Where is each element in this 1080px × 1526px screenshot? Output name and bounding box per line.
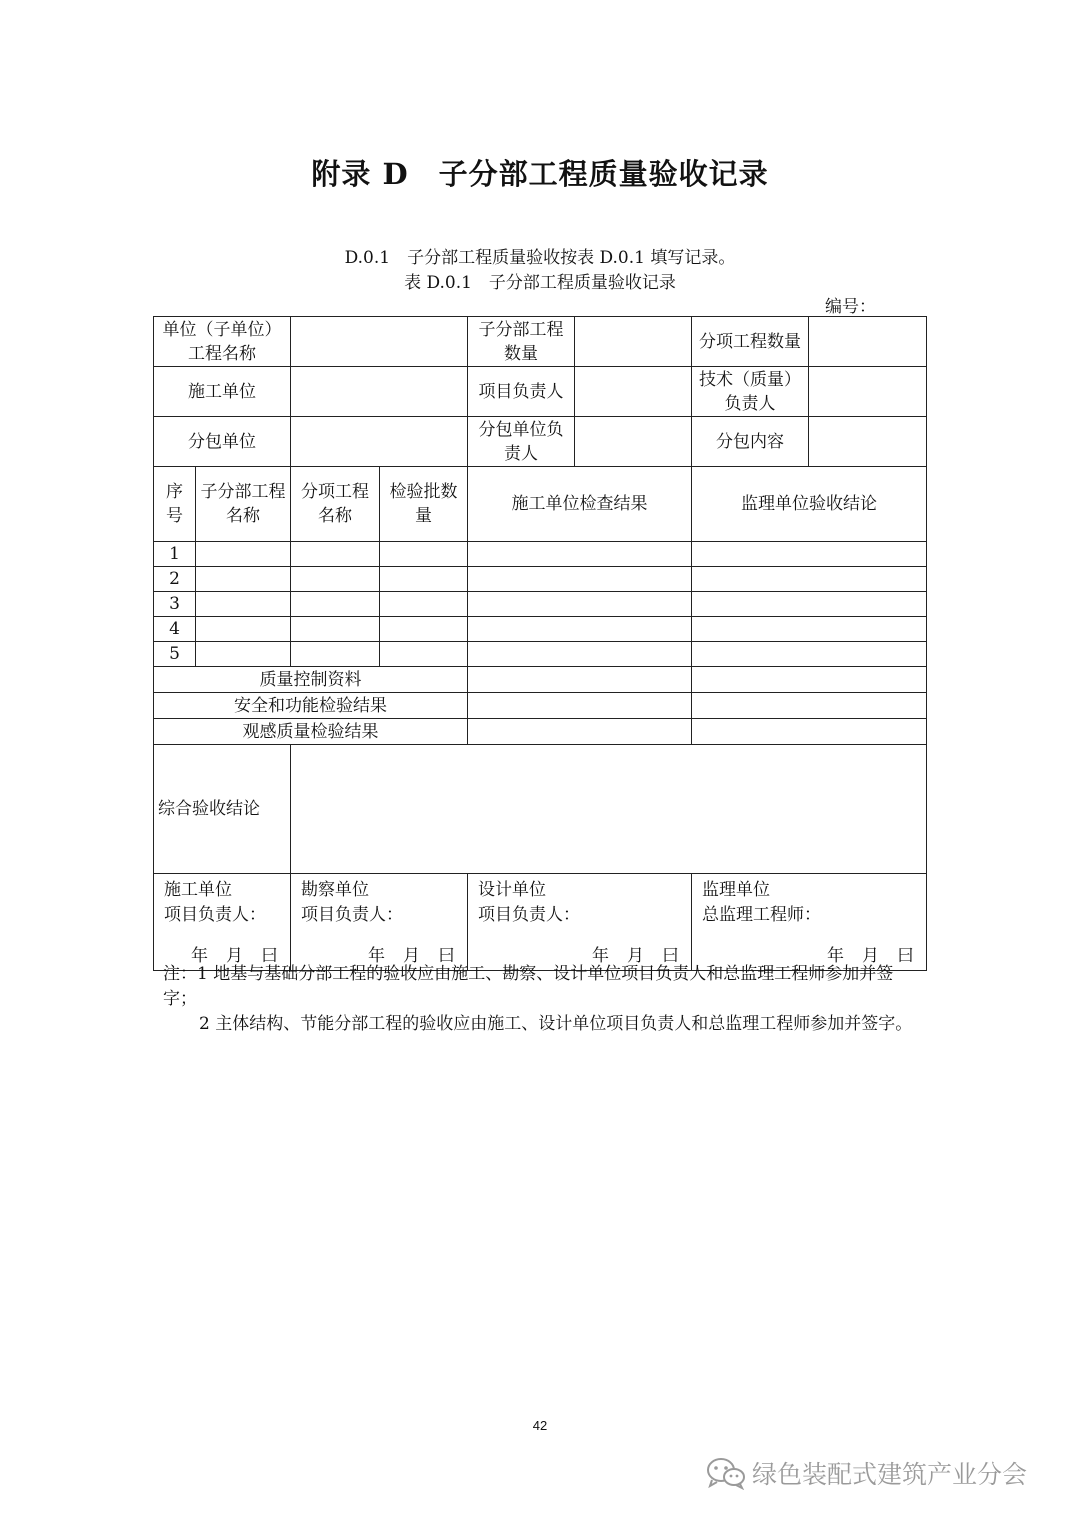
page-number: 42 (532, 1418, 548, 1433)
signature-org: 施工单位 (164, 880, 232, 900)
column-header-sub-name: 子分部工程名称 (196, 467, 291, 542)
table-cell[interactable] (692, 542, 927, 567)
signature-org: 设计单位 (478, 880, 546, 900)
overall-conclusion-row (154, 745, 927, 874)
table-cell[interactable] (692, 642, 927, 667)
table-cell[interactable] (380, 642, 468, 667)
info-row (154, 417, 927, 467)
column-header-conclusion: 监理单位验收结论 (692, 467, 927, 542)
info-value-cell[interactable] (809, 417, 927, 467)
serial-blank[interactable] (876, 300, 916, 317)
signature-person: 总监理工程师： (702, 905, 821, 925)
info-label: 分包单位 (154, 417, 291, 467)
summary-row (154, 693, 927, 719)
table-cell[interactable] (291, 642, 380, 667)
table-cell[interactable] (692, 567, 927, 592)
table-cell[interactable] (196, 567, 291, 592)
page-title: 附录 D 子分部工程质量验收记录 (311, 157, 769, 191)
serial-number-field (825, 292, 916, 317)
table-cell[interactable] (291, 592, 380, 617)
overall-conclusion-label: 综合验收结论 (154, 745, 291, 874)
column-header-check-result: 施工单位检查结果 (468, 467, 692, 542)
info-value-cell[interactable] (291, 317, 468, 367)
summary-label: 安全和功能检验结果 (154, 693, 468, 719)
table-cell[interactable] (291, 567, 380, 592)
row-number: 5 (154, 642, 196, 667)
table-cell[interactable] (291, 542, 380, 567)
table-cell[interactable] (291, 617, 380, 642)
info-value-cell[interactable] (575, 417, 692, 467)
table-cell[interactable] (468, 667, 692, 693)
summary-label: 质量控制资料 (154, 667, 468, 693)
signature-cell[interactable] (291, 874, 468, 971)
note-1: 注：1 地基与基础分部工程的验收应由施工、勘察、设计单位项目负责人和总监理工程师参加并签字； (163, 964, 894, 1009)
table-cell[interactable] (380, 542, 468, 567)
table-cell[interactable] (692, 592, 927, 617)
info-label: 技术（质量）负责人 (692, 367, 809, 417)
summary-row (154, 667, 927, 693)
watermark (706, 1455, 1027, 1491)
table-cell[interactable] (692, 617, 927, 642)
signature-cell[interactable] (692, 874, 927, 971)
wechat-icon (706, 1456, 746, 1490)
info-label: 分包内容 (692, 417, 809, 467)
row-number: 4 (154, 617, 196, 642)
table-cell[interactable] (468, 642, 692, 667)
table-row (154, 642, 927, 667)
intro-text: D.0.1 子分部工程质量验收按表 D.0.1 填写记录。 (344, 248, 736, 268)
table-notes (163, 962, 923, 1037)
table-row (154, 542, 927, 567)
table-cell[interactable] (196, 592, 291, 617)
signature-date: 年 月 曰 (368, 946, 455, 966)
info-value-cell[interactable] (291, 417, 468, 467)
table-cell[interactable] (380, 617, 468, 642)
overall-conclusion-cell[interactable] (291, 745, 927, 874)
column-header-row (154, 467, 927, 542)
column-header-seq: 序号 (154, 467, 196, 542)
signature-row (154, 874, 927, 971)
signature-date: 年 月 曰 (191, 946, 278, 966)
row-number: 2 (154, 567, 196, 592)
signature-person: 项目负责人： (478, 905, 580, 925)
acceptance-record-table (153, 316, 927, 971)
info-value-cell[interactable] (809, 367, 927, 417)
info-label: 分包单位负责人 (468, 417, 575, 467)
table-cell[interactable] (468, 592, 692, 617)
serial-label: 编号： (825, 297, 876, 317)
table-caption: 表 D.0.1 子分部工程质量验收记录 (404, 273, 676, 293)
info-label: 施工单位 (154, 367, 291, 417)
column-header-item-name: 分项工程名称 (291, 467, 380, 542)
info-label: 子分部工程数量 (468, 317, 575, 367)
info-label: 单位（子单位）工程名称 (154, 317, 291, 367)
table-cell[interactable] (380, 567, 468, 592)
row-number: 3 (154, 592, 196, 617)
table-cell[interactable] (196, 542, 291, 567)
watermark-text: 绿色装配式建筑产业分会 (752, 1460, 1028, 1489)
table-row (154, 592, 927, 617)
table-cell[interactable] (692, 693, 927, 719)
table-cell[interactable] (468, 542, 692, 567)
column-header-batch-qty: 检验批数量 (380, 467, 468, 542)
table-cell[interactable] (380, 592, 468, 617)
table-cell[interactable] (468, 693, 692, 719)
info-row (154, 367, 927, 417)
info-value-cell[interactable] (575, 317, 692, 367)
signature-org: 监理单位 (702, 880, 770, 900)
summary-label: 观感质量检验结果 (154, 719, 468, 745)
info-value-cell[interactable] (809, 317, 927, 367)
info-row (154, 317, 927, 367)
note-2: 2 主体结构、节能分部工程的验收应由施工、设计单位项目负责人和总监理工程师参加并签字。 (199, 1014, 913, 1034)
row-number: 1 (154, 542, 196, 567)
table-row (154, 567, 927, 592)
info-label: 分项工程数量 (692, 317, 809, 367)
table-cell[interactable] (468, 567, 692, 592)
info-value-cell[interactable] (575, 367, 692, 417)
table-cell[interactable] (468, 719, 692, 745)
info-value-cell[interactable] (291, 367, 468, 417)
info-label: 项目负责人 (468, 367, 575, 417)
signature-cell[interactable] (468, 874, 692, 971)
summary-row (154, 719, 927, 745)
signature-person: 项目负责人： (164, 905, 266, 925)
table-cell[interactable] (692, 719, 927, 745)
table-row (154, 617, 927, 642)
table-cell[interactable] (692, 667, 927, 693)
table-cell[interactable] (196, 617, 291, 642)
signature-person: 项目负责人： (301, 905, 403, 925)
signature-cell[interactable] (154, 874, 291, 971)
table-cell[interactable] (196, 642, 291, 667)
signature-org: 勘察单位 (301, 880, 369, 900)
table-cell[interactable] (468, 617, 692, 642)
signature-date: 年 月 曰 (827, 946, 914, 966)
signature-date: 年 月 曰 (592, 946, 679, 966)
